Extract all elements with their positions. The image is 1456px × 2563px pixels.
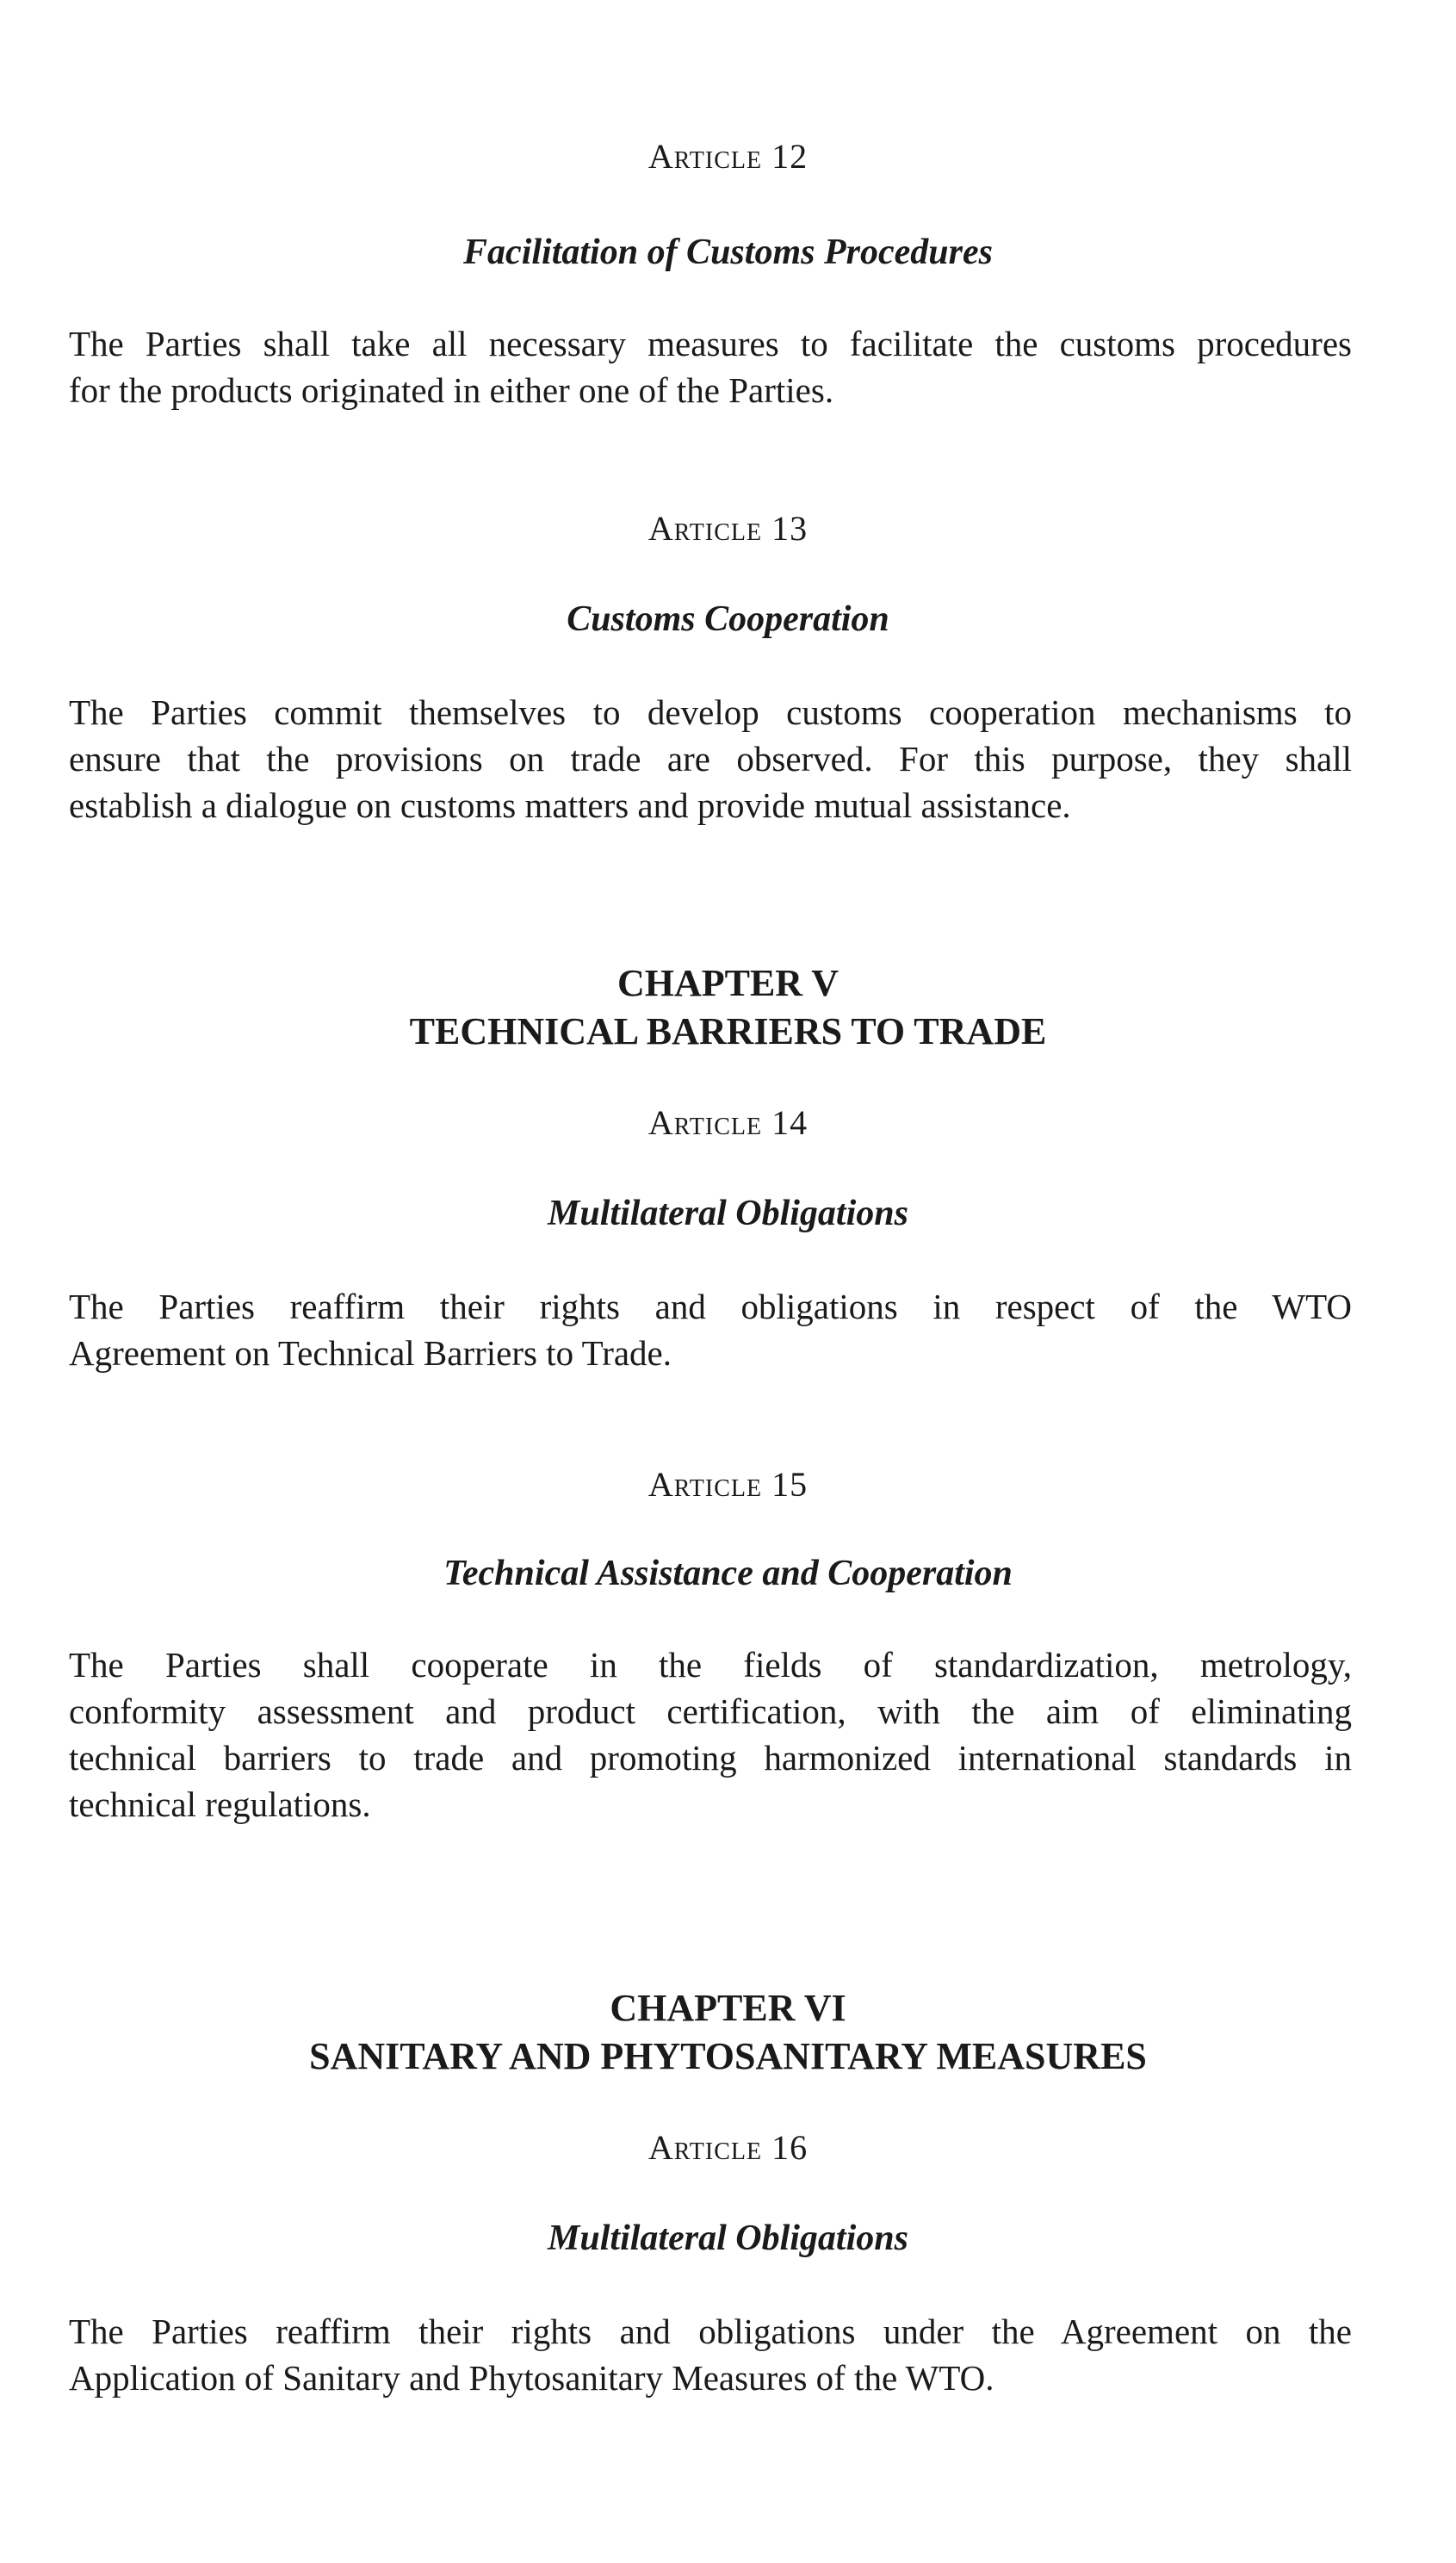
text-line: The Parties commit themselves to develop customs cooperation mechanisms to — [69, 692, 1352, 732]
article-16-title: Multilateral Obligations — [548, 2219, 908, 2258]
text-line: The Parties shall take all necessary measures to facilitate the customs procedures — [69, 324, 1352, 363]
text-line: The Parties reaffirm their rights and obligations in respect of the WTO — [69, 1287, 1352, 1326]
chapter-5-number: CHAPTER V — [616, 962, 840, 1004]
text-line: establish a dialogue on customs matters and provide mutual assistance. — [69, 785, 1071, 825]
chapter-6-number: CHAPTER VI — [610, 1987, 846, 2029]
text-line: technical barriers to trade and promoting harmonized international standards in — [69, 1738, 1352, 1778]
chapter-6-title: SANITARY AND PHYTOSANITARY MEASURES — [309, 2035, 1147, 2077]
text-line: technical regulations. — [69, 1784, 371, 1824]
text-line: Application of Sanitary and Phytosanitary Measures of the WTO. — [69, 2358, 994, 2398]
article-13-title: Customs Cooperation — [567, 599, 889, 639]
article-15-text — [69, 1641, 1352, 1828]
article-14-text — [69, 1283, 1352, 1376]
article-12-title: Facilitation of Customs Procedures — [463, 233, 993, 272]
text-line: conformity assessment and product certification, with the aim of eliminating — [69, 1691, 1352, 1731]
article-14-title: Multilateral Obligations — [548, 1194, 908, 1233]
text-line: The Parties shall cooperate in the fields of standardization, metrology, — [69, 1645, 1352, 1685]
article-13-text — [69, 689, 1352, 828]
text-line: Agreement on Technical Barriers to Trade. — [69, 1333, 672, 1373]
article-15-title: Technical Assistance and Cooperation — [443, 1554, 1013, 1593]
article-16-label: Article 16 — [647, 2128, 809, 2167]
text-line: ensure that the provisions on trade are observed. For this purpose, they shall — [69, 739, 1352, 779]
chapter-5-title: TECHNICAL BARRIERS TO TRADE — [409, 1010, 1047, 1052]
text-line: for the products originated in either one of the Parties. — [69, 370, 834, 410]
article-13-label: Article 13 — [647, 509, 809, 548]
article-14-label: Article 14 — [647, 1103, 809, 1142]
article-12-text — [69, 320, 1352, 413]
article-15-label: Article 15 — [647, 1465, 809, 1504]
article-12-label: Article 12 — [647, 137, 809, 176]
text-line: The Parties reaffirm their rights and obligations under the Agreement on the — [69, 2312, 1352, 2351]
article-16-text — [69, 2308, 1352, 2401]
